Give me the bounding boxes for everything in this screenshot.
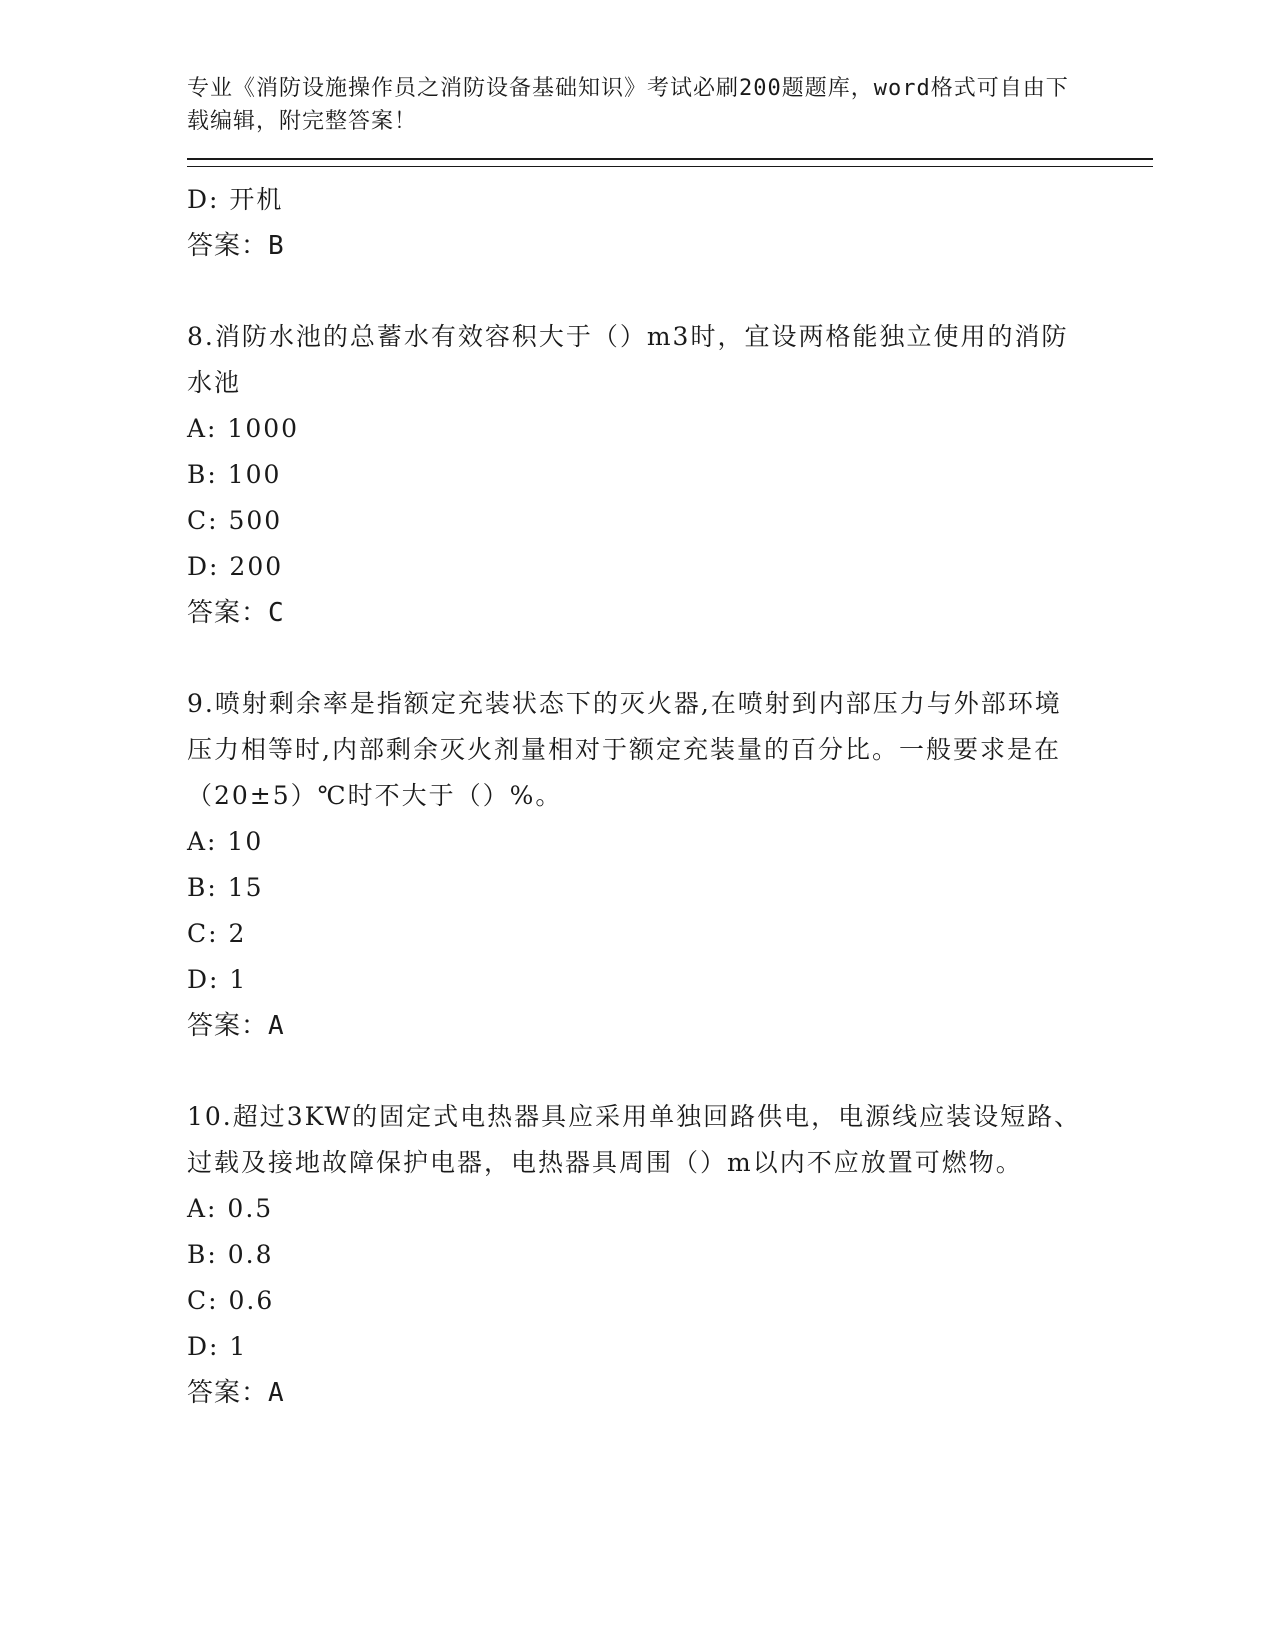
option-a: A: 10 (187, 827, 264, 856)
option-c: C: 0.6 (187, 1286, 275, 1315)
option-d: D: 1 (187, 965, 248, 994)
question-8 (187, 314, 1153, 636)
answer-line: 答案：C (187, 598, 285, 628)
question-text: 8.消防水池的总蓄水有效容积大于（）m3时，宜设两格能独立使用的消防水池 (187, 322, 1069, 397)
option-b: B: 100 (187, 460, 282, 489)
header-divider (187, 158, 1153, 167)
previous-question-tail (187, 177, 1153, 269)
option-c: C: 2 (187, 919, 247, 948)
question-text: 9.喷射剩余率是指额定充装状态下的灭火器,在喷射到内部压力与外部环境压力相等时,内部剩余灭火剂量相对于额定充装量的百分比。一般要求是在（20±5）℃时不大于（）%。 (187, 689, 1062, 810)
option-c: C: 500 (187, 506, 283, 535)
document-header-title: 专业《消防设施操作员之消防设备基础知识》考试必刷200题题库，word格式可自由下载编辑，附完整答案！ (187, 76, 1069, 134)
option-b: B: 0.8 (187, 1240, 274, 1269)
question-10 (187, 1094, 1153, 1416)
option-b: B: 15 (187, 873, 264, 902)
option-a: A: 0.5 (187, 1194, 274, 1223)
answer-line: 答案：A (187, 1011, 285, 1041)
option-d: D: 200 (187, 552, 284, 581)
option-a: A: 1000 (187, 414, 300, 443)
answer-line: 答案：B (187, 231, 285, 261)
document-page (187, 72, 1153, 1416)
option-d: D: 开机 (187, 185, 284, 214)
answer-line: 答案：A (187, 1378, 285, 1408)
option-d: D: 1 (187, 1332, 248, 1361)
question-9 (187, 681, 1153, 1049)
question-text: 10.超过3KW的固定式电热器具应采用单独回路供电，电源线应装设短路、过载及接地故障保护电器，电热器具周围（）m以内不应放置可燃物。 (187, 1102, 1082, 1177)
